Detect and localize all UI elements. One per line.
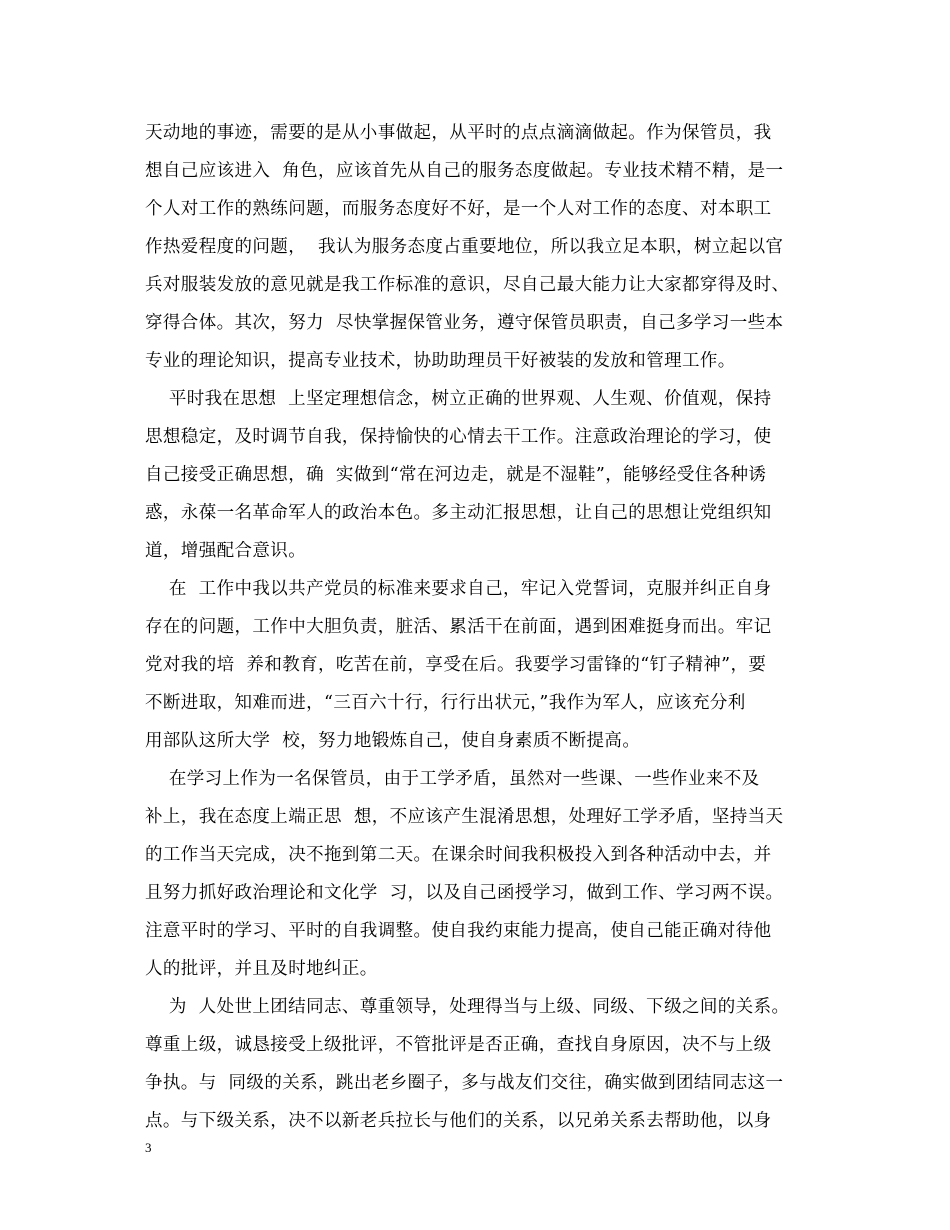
text-line: 用部队这所大学 校，努力地锻炼自己，使自身素质不断提高。 [145,731,641,751]
text-line: 为 人处世上团结同志、尊重领导，处理得当与上级、同级、下级之间的关系。 [145,997,790,1017]
text-line: 惑，永葆一名革命军人的政治本色。多主动汇报思想，让自己的思想让党组织知 [145,503,772,523]
text-line: 兵对服装发放的意见就是我工作标准的意识，尽自己最大能力让大家都穿得及时、 [145,275,790,295]
text-line: 在 工作中我以共产党员的标准来要求自己，牢记入党誓词，克服并纠正自身 [145,579,772,599]
text-line: 思想稳定，及时调节自我，保持愉快的心情去干工作。注意政治理论的学习，使 [145,427,772,447]
text-line: 穿得合体。其次，努力 尽快掌握保管业务，遵守保管员职责，自己多学习一些本 [145,313,784,333]
text-line: 的工作当天完成，决不拖到第二天。在课余时间我积极投入到各种活动中去，并 [145,845,772,865]
text-line: 个人对工作的熟练问题，而服务态度好不好，是一个人对工作的态度、对本职工 [145,199,772,219]
text-line: 道，增强配合意识。 [145,541,307,561]
text-line: 争执。与 同级的关系，跳出老乡圈子，多与战友们交往，确实做到团结同志这一 [145,1073,784,1093]
text-line: 补上，我在态度上端正思 想，不应该产生混淆思想，处理好工学矛盾，坚持当天 [145,807,784,827]
text-line: 尊重上级，诚恳接受上级批评，不管批评是否正确，查找自身原因，决不与上级 [145,1035,772,1055]
text-line: 在学习上作为一名保管员，由于工学矛盾，虽然对一些课、一些作业来不及 [145,769,760,789]
text-line: 天动地的事迹，需要的是从小事做起，从平时的点点滴滴做起。作为保管员，我 [145,123,772,143]
text-line: 且努力抓好政治理论和文化学 习，以及自己函授学习，做到工作、学习两不误。 [145,883,784,903]
page-number: 3 [145,1140,152,1155]
text-line: 平时我在思想 上坚定理想信念，树立正确的世界观、人生观、价值观，保持 [145,389,772,409]
document-body [145,114,825,1140]
text-line: 存在的问题，工作中大胆负责，脏活、累活干在前面，遇到困难挺身而出。牢记 [145,617,772,637]
text-line: 想自己应该进入 角色，应该首先从自己的服务态度做起。专业技术精不精，是一 [145,161,784,181]
text-line: 点。与下级关系，决不以新老兵拉长与他们的关系，以兄弟关系去帮助他，以身 [145,1111,772,1131]
text-line: 作热爱程度的问题， 我认为服务态度占重要地位，所以我立足本职，树立起以官 [145,237,784,257]
text-line: 不断进取，知难而进，“三百六十行，行行出状元，”我作为军人，应该充分利 [145,693,746,713]
text-line: 人的批评，并且及时地纠正。 [145,959,378,979]
text-line: 注意平时的学习、平时的自我调整。使自我约束能力提高，使自己能正确对待他 [145,921,772,941]
text-line: 专业的理论知识，提高专业技术，协助助理员干好被装的发放和管理工作。 [145,351,736,371]
text-line: 党对我的培 养和教育，吃苦在前，享受在后。我要学习雷锋的“钉子精神”，要 [145,655,767,675]
text-line: 自己接受正确思想，确 实做到“常在河边走，就是不湿鞋”，能够经受住各种诱 [145,465,767,485]
